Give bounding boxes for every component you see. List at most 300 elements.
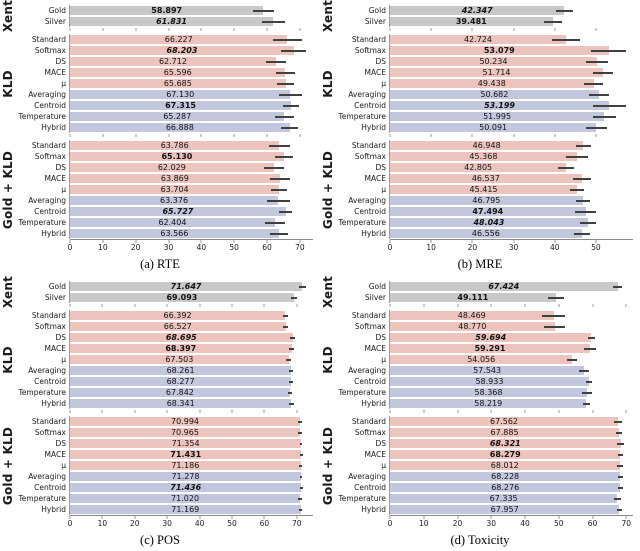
category-labels bbox=[335, 140, 389, 239]
group-label-column-kld bbox=[320, 34, 335, 133]
axis-tick-label: 20 bbox=[130, 519, 140, 528]
category-label-silver: Silver bbox=[364, 293, 386, 302]
category-label-softmax: Softmax bbox=[34, 322, 66, 331]
category-label-averaging: Averaging bbox=[28, 366, 66, 375]
bar-xent-gold bbox=[70, 6, 263, 15]
error-bar bbox=[299, 465, 302, 467]
bar-kld-standard bbox=[390, 311, 554, 320]
category-label-mace: MACE bbox=[44, 174, 66, 183]
bar-gold-kld-centroid bbox=[390, 483, 620, 492]
minor-tick-row bbox=[390, 303, 633, 308]
value-label: 61.831 bbox=[156, 17, 187, 26]
group-label: Xent bbox=[0, 275, 15, 309]
axis-tick bbox=[102, 410, 103, 413]
value-label: 62.404 bbox=[158, 218, 187, 227]
bar-row bbox=[390, 449, 633, 460]
bar-kld-mace bbox=[70, 344, 292, 353]
error-bar bbox=[544, 21, 562, 23]
value-label: 66.527 bbox=[163, 322, 192, 331]
bar-row bbox=[70, 89, 313, 100]
error-bar bbox=[279, 94, 302, 96]
bar-xent-gold bbox=[70, 282, 302, 291]
error-bar bbox=[586, 127, 607, 129]
chart-section-kld bbox=[320, 34, 640, 133]
category-label-: μ bbox=[381, 79, 386, 88]
category-label-temperature: Temperature bbox=[18, 112, 66, 121]
value-label: 53.199 bbox=[484, 101, 515, 110]
bar-gold-kld- bbox=[70, 461, 301, 470]
category-label-temperature: Temperature bbox=[338, 388, 386, 397]
value-label: 67.885 bbox=[490, 428, 519, 437]
bar-kld-temperature bbox=[390, 112, 604, 121]
bar-row bbox=[70, 206, 313, 217]
x-axis bbox=[387, 515, 633, 529]
bar-row bbox=[390, 416, 633, 427]
category-label-silver: Silver bbox=[44, 17, 66, 26]
bar-gold-kld-centroid bbox=[70, 207, 286, 216]
value-label: 50.091 bbox=[479, 123, 508, 132]
axis-tick bbox=[102, 304, 103, 307]
bar-row bbox=[390, 206, 633, 217]
bar-kld-averaging bbox=[70, 366, 291, 375]
error-bar bbox=[281, 127, 297, 129]
group-label-column-kld bbox=[320, 310, 335, 409]
error-bar bbox=[298, 421, 301, 423]
axis-tick-label: 60 bbox=[587, 519, 598, 528]
chart-section-gold-kld bbox=[320, 140, 640, 239]
bar-row bbox=[70, 493, 313, 504]
axis-tick bbox=[423, 304, 424, 307]
error-bar bbox=[279, 211, 292, 213]
error-bar bbox=[618, 476, 623, 478]
bar-row bbox=[390, 140, 633, 151]
axis-tick-label: 40 bbox=[520, 519, 530, 528]
category-label-ds: DS bbox=[375, 333, 386, 342]
axis-tick bbox=[554, 28, 555, 31]
category-label-temperature: Temperature bbox=[338, 218, 386, 227]
bar-kld-centroid bbox=[390, 377, 589, 386]
axis-tick bbox=[167, 304, 168, 307]
axis-tick bbox=[299, 134, 300, 137]
error-bar bbox=[300, 443, 303, 445]
value-label: 46.948 bbox=[472, 141, 501, 150]
value-label: 63.786 bbox=[160, 141, 189, 150]
error-bar bbox=[617, 509, 622, 511]
axis-tick bbox=[626, 410, 627, 413]
value-label: 49.111 bbox=[457, 293, 489, 302]
axis-tick-label: 30 bbox=[163, 243, 174, 252]
error-bar bbox=[617, 443, 624, 445]
chart-section-xent bbox=[0, 275, 320, 309]
category-label-hybrid: Hybrid bbox=[361, 505, 386, 514]
axis-tick bbox=[70, 304, 71, 307]
axis-tick bbox=[390, 28, 391, 31]
axis-tick bbox=[267, 28, 268, 31]
category-label-softmax: Softmax bbox=[34, 428, 66, 437]
value-label: 66.227 bbox=[164, 35, 193, 44]
bar-row bbox=[390, 217, 633, 228]
value-label: 47.494 bbox=[472, 207, 504, 216]
bar-xent-silver bbox=[390, 17, 553, 26]
error-bar bbox=[591, 50, 626, 52]
category-label-hybrid: Hybrid bbox=[41, 123, 66, 132]
axis-tick-label: 50 bbox=[591, 243, 601, 252]
group-label: Gold + KLD bbox=[320, 426, 335, 505]
bar-row bbox=[70, 482, 313, 493]
error-bar bbox=[586, 61, 607, 63]
error-bar bbox=[579, 370, 588, 372]
bar-kld-softmax bbox=[390, 46, 609, 55]
bar-row bbox=[390, 343, 633, 354]
value-label: 45.415 bbox=[469, 185, 498, 194]
axis-tick-label: 10 bbox=[418, 519, 429, 528]
value-label: 71.647 bbox=[170, 282, 202, 291]
error-bar bbox=[299, 509, 302, 511]
axis-tick bbox=[102, 28, 103, 31]
group-label: Xent bbox=[320, 275, 335, 309]
bar-row bbox=[70, 5, 313, 16]
bar-row bbox=[390, 122, 633, 133]
value-label: 63.704 bbox=[160, 185, 189, 194]
bar-row bbox=[70, 78, 313, 89]
category-label-ds: DS bbox=[55, 439, 66, 448]
category-label-: μ bbox=[61, 461, 66, 470]
category-label-temperature: Temperature bbox=[18, 494, 66, 503]
group-label: KLD bbox=[320, 345, 335, 374]
bar-row bbox=[70, 471, 313, 482]
axis-tick bbox=[390, 134, 391, 137]
bar-row bbox=[70, 427, 313, 438]
bar-row bbox=[390, 184, 633, 195]
value-label: 48.043 bbox=[473, 218, 505, 227]
error-bar bbox=[593, 105, 626, 107]
category-label-ds: DS bbox=[375, 439, 386, 448]
plot-area bbox=[389, 140, 633, 239]
bar-row bbox=[70, 162, 313, 173]
axis-tick bbox=[299, 28, 300, 31]
value-label: 67.503 bbox=[165, 355, 194, 364]
bar-kld-standard bbox=[390, 35, 566, 44]
bar-row bbox=[70, 111, 313, 122]
category-label-ds: DS bbox=[55, 333, 66, 342]
group-label-column-xent bbox=[0, 275, 15, 309]
category-label-mace: MACE bbox=[44, 344, 66, 353]
error-bar bbox=[277, 83, 293, 85]
axis-tick bbox=[491, 304, 492, 307]
error-bar bbox=[556, 10, 573, 12]
bar-gold-kld-averaging bbox=[70, 196, 278, 205]
bar-kld-centroid bbox=[70, 377, 291, 386]
value-label: 46.795 bbox=[472, 196, 501, 205]
error-bar bbox=[264, 167, 284, 169]
error-bar bbox=[588, 337, 595, 339]
category-label-centroid: Centroid bbox=[34, 483, 66, 492]
category-label-hybrid: Hybrid bbox=[361, 399, 386, 408]
category-label-standard: Standard bbox=[31, 417, 66, 426]
bar-row bbox=[390, 228, 633, 239]
bar-gold-kld-ds bbox=[390, 163, 566, 172]
chart-section-gold-kld bbox=[0, 416, 320, 515]
value-label: 68.695 bbox=[165, 333, 197, 342]
bar-xent-silver bbox=[70, 17, 273, 26]
bar-kld-hybrid bbox=[390, 399, 586, 408]
error-bar bbox=[300, 487, 303, 489]
value-label: 67.562 bbox=[490, 417, 518, 426]
category-label-hybrid: Hybrid bbox=[41, 505, 66, 514]
value-label: 68.341 bbox=[166, 399, 195, 408]
category-labels bbox=[15, 281, 69, 303]
chart-section-xent bbox=[0, 0, 320, 33]
error-bar bbox=[269, 145, 290, 147]
value-label: 71.186 bbox=[171, 461, 200, 470]
bar-gold-kld-softmax bbox=[70, 152, 284, 161]
minor-tick-row bbox=[390, 27, 633, 32]
category-label-standard: Standard bbox=[351, 417, 386, 426]
error-bar bbox=[298, 498, 301, 500]
axis-tick bbox=[264, 304, 265, 307]
axis-tick bbox=[199, 304, 200, 307]
bar-gold-kld-centroid bbox=[390, 207, 586, 216]
axis-tick-label: 50 bbox=[229, 243, 239, 252]
axis-tick bbox=[457, 304, 458, 307]
category-labels bbox=[335, 5, 389, 27]
panel-caption: (d) Toxicity bbox=[450, 533, 510, 547]
error-bar bbox=[574, 233, 590, 235]
category-label-hybrid: Hybrid bbox=[41, 229, 66, 238]
error-bar bbox=[589, 94, 609, 96]
bar-row bbox=[390, 173, 633, 184]
bar-row bbox=[70, 122, 313, 133]
minor-tick-row bbox=[70, 409, 313, 414]
bar-row bbox=[70, 45, 313, 56]
value-label: 67.957 bbox=[490, 505, 519, 514]
axis-tick bbox=[70, 134, 71, 137]
group-label: KLD bbox=[0, 345, 15, 374]
bar-row bbox=[390, 100, 633, 111]
error-bar bbox=[582, 392, 591, 394]
value-label: 45.368 bbox=[469, 152, 498, 161]
bar-row bbox=[390, 16, 633, 27]
axis-tick-label: 60 bbox=[259, 519, 270, 528]
category-label-standard: Standard bbox=[351, 141, 386, 150]
error-bar bbox=[613, 286, 622, 288]
category-label-ds: DS bbox=[375, 57, 386, 66]
error-bar bbox=[552, 39, 580, 41]
category-label-temperature: Temperature bbox=[18, 218, 66, 227]
axis-tick bbox=[390, 304, 391, 307]
plot-area bbox=[389, 416, 633, 515]
value-label: 65.596 bbox=[163, 68, 192, 77]
category-label-silver: Silver bbox=[364, 17, 386, 26]
axis-tick bbox=[525, 410, 526, 413]
value-label: 58.897 bbox=[151, 6, 183, 15]
category-label-centroid: Centroid bbox=[34, 377, 66, 386]
bar-row bbox=[390, 67, 633, 78]
value-label: 62.029 bbox=[157, 163, 186, 172]
bar-gold-kld-mace bbox=[390, 174, 582, 183]
error-bar bbox=[618, 487, 623, 489]
axis-tick bbox=[554, 134, 555, 137]
category-label-averaging: Averaging bbox=[348, 472, 386, 481]
category-label-temperature: Temperature bbox=[338, 112, 386, 121]
category-label-gold: Gold bbox=[48, 282, 66, 291]
bar-row bbox=[390, 504, 633, 515]
bar-kld-standard bbox=[70, 35, 287, 44]
value-label: 42.347 bbox=[461, 6, 493, 15]
error-bar bbox=[283, 105, 299, 107]
chart-section-kld bbox=[320, 310, 640, 409]
value-label: 63.566 bbox=[160, 229, 189, 238]
category-label-mace: MACE bbox=[364, 174, 386, 183]
x-axis bbox=[387, 239, 633, 253]
bar-kld-softmax bbox=[70, 322, 286, 331]
axis-tick-label: 0 bbox=[387, 243, 393, 252]
category-label-gold: Gold bbox=[368, 282, 386, 291]
bar-row bbox=[390, 482, 633, 493]
value-label: 51.714 bbox=[482, 68, 511, 77]
category-label-: μ bbox=[381, 185, 386, 194]
axis-tick bbox=[168, 28, 169, 31]
value-label: 58.219 bbox=[474, 399, 503, 408]
axis-tick bbox=[595, 28, 596, 31]
value-label: 68.321 bbox=[489, 439, 521, 448]
category-label-mace: MACE bbox=[364, 344, 386, 353]
value-label: 68.276 bbox=[491, 483, 520, 492]
category-labels bbox=[15, 416, 69, 515]
value-label: 68.012 bbox=[490, 461, 519, 470]
plot-area bbox=[69, 281, 313, 303]
bar-kld-temperature bbox=[390, 388, 587, 397]
error-bar bbox=[616, 432, 623, 434]
axis-tick-label: 40 bbox=[194, 519, 205, 528]
bar-gold-kld- bbox=[390, 461, 620, 470]
category-label-softmax: Softmax bbox=[354, 152, 386, 161]
category-label-hybrid: Hybrid bbox=[361, 123, 386, 132]
value-label: 71.431 bbox=[170, 450, 202, 459]
axis-tick bbox=[626, 304, 627, 307]
error-bar bbox=[253, 10, 275, 12]
category-label-standard: Standard bbox=[31, 311, 66, 320]
value-label: 59.291 bbox=[474, 344, 506, 353]
error-bar bbox=[580, 222, 596, 224]
bar-kld-temperature bbox=[70, 112, 284, 121]
bar-row bbox=[390, 354, 633, 365]
axis-tick-label: 30 bbox=[508, 243, 519, 252]
axis-tick bbox=[423, 410, 424, 413]
bar-gold-kld-temperature bbox=[390, 494, 617, 503]
category-label-gold: Gold bbox=[48, 6, 66, 15]
bar-gold-kld-temperature bbox=[390, 218, 588, 227]
bar-kld-mace bbox=[390, 344, 590, 353]
bar-gold-kld-softmax bbox=[70, 428, 300, 437]
error-bar bbox=[567, 359, 577, 361]
axis-tick bbox=[558, 304, 559, 307]
group-label: Xent bbox=[0, 0, 15, 33]
group-label-column-gold-kld bbox=[320, 140, 335, 239]
axis-tick-label: 40 bbox=[549, 243, 560, 252]
group-label-column-gold-kld bbox=[0, 416, 15, 515]
plot-area bbox=[69, 310, 313, 409]
bar-row bbox=[70, 67, 313, 78]
value-label: 65.130 bbox=[161, 152, 193, 161]
bar-row bbox=[70, 387, 313, 398]
bar-kld- bbox=[70, 79, 286, 88]
bar-gold-kld-standard bbox=[70, 417, 300, 426]
bar-row bbox=[390, 151, 633, 162]
axis-tick-label: 30 bbox=[486, 519, 497, 528]
axis-tick bbox=[102, 134, 103, 137]
error-bar bbox=[299, 286, 306, 288]
category-labels bbox=[15, 310, 69, 409]
minor-tick-row bbox=[70, 133, 313, 138]
bar-row bbox=[70, 343, 313, 354]
axis-tick bbox=[167, 410, 168, 413]
bar-kld-averaging bbox=[390, 90, 599, 99]
bar-row bbox=[390, 398, 633, 409]
bar-kld-centroid bbox=[390, 101, 609, 110]
bar-row bbox=[70, 310, 313, 321]
axis-tick bbox=[135, 28, 136, 31]
axis-tick-label: 10 bbox=[97, 519, 108, 528]
value-label: 71.169 bbox=[171, 505, 200, 514]
axis-tick bbox=[431, 134, 432, 137]
plot-area bbox=[69, 5, 313, 27]
bar-kld- bbox=[70, 355, 289, 364]
value-label: 66.888 bbox=[165, 123, 194, 132]
category-label-averaging: Averaging bbox=[28, 90, 66, 99]
axis-tick bbox=[134, 304, 135, 307]
axis-tick bbox=[199, 410, 200, 413]
value-label: 57.543 bbox=[473, 366, 502, 375]
axis-tick bbox=[201, 134, 202, 137]
bar-row bbox=[70, 56, 313, 67]
bar-xent-silver bbox=[390, 293, 556, 302]
bar-row bbox=[390, 111, 633, 122]
bar-kld-ds bbox=[70, 333, 293, 342]
axis-tick bbox=[201, 28, 202, 31]
axis-tick bbox=[231, 410, 232, 413]
bar-kld-softmax bbox=[70, 46, 294, 55]
axis-tick-label: 20 bbox=[130, 243, 141, 252]
x-axis bbox=[67, 515, 313, 529]
category-labels bbox=[15, 140, 69, 239]
category-label-hybrid: Hybrid bbox=[361, 229, 386, 238]
axis-tick bbox=[231, 304, 232, 307]
error-bar bbox=[558, 167, 574, 169]
group-label-column-gold-kld bbox=[0, 140, 15, 239]
plot-area bbox=[389, 310, 633, 409]
axis-tick-label: 0 bbox=[387, 519, 393, 528]
plot-area bbox=[69, 34, 313, 133]
category-label-: μ bbox=[381, 461, 386, 470]
bar-row bbox=[70, 321, 313, 332]
value-label: 63.376 bbox=[160, 196, 189, 205]
bar-gold-kld-temperature bbox=[70, 494, 300, 503]
bar-row bbox=[390, 438, 633, 449]
category-label-centroid: Centroid bbox=[354, 377, 386, 386]
category-label-centroid: Centroid bbox=[34, 101, 66, 110]
bar-row bbox=[70, 354, 313, 365]
plot-area bbox=[389, 281, 633, 303]
category-label-centroid: Centroid bbox=[354, 101, 386, 110]
category-labels bbox=[335, 416, 389, 515]
value-label: 42.724 bbox=[463, 35, 492, 44]
axis-tick-label: 20 bbox=[452, 519, 463, 528]
group-label-column-xent bbox=[320, 0, 335, 33]
bar-kld-ds bbox=[390, 333, 591, 342]
bar-gold-kld-mace bbox=[390, 450, 620, 459]
axis-tick-label: 50 bbox=[553, 519, 564, 528]
